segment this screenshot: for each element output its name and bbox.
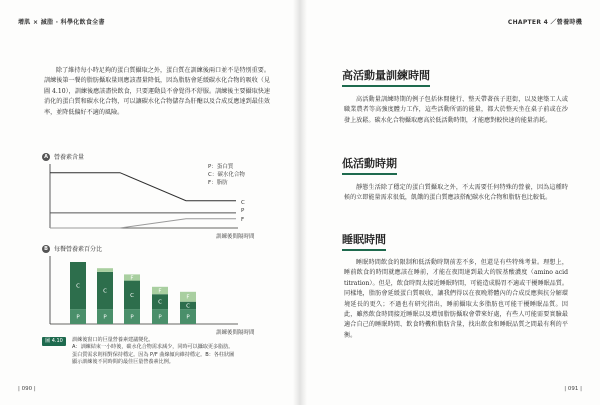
figure-b-label <box>42 244 102 253</box>
figure-b-bars <box>70 262 196 324</box>
intro-paragraph: 除了維持每小時足夠的蛋白質攝取之外，蛋白質在訓練後兩口並不是特別重要。訓練後第一餐的脂肪攝取量則應該盡量降低，因為脂肪會延緩碳水化合物的吸收（見圖 4.10），訓練後應該盡快飲食，只要運動員不會覺得不舒服。訓練後主要攝取快速消化的蛋白質和碳水化合物，可以讓碳水化合物儲存為肝醣以及合成反應達到最佳效率，並降低偏好不適的風險。 <box>44 67 270 116</box>
section-text-sleep: 睡眠時間飲食的限制和低活動時期前差不多，但還是有些特殊考量。理想上，睡前飲食的時間就應該在睡前，才能在夜間達到最大的胺基酸濃度（amino acid titration）。但是，飲食時間太接近睡眠時間，可能造成腸胃不適或干擾睡眠品質。同樣地，脂肪會延緩蛋白質吸收，讓我們得以在夜晚將體內的合成反應與抗分解環境延長的更久；不過也有研究指出，睡前攝取太多脂肪也可能干擾睡眠品質。因此，雖然飲食時間接近睡眠以及增加脂肪攝取會帶來好處，有些人可能需要實驗最適合自己的睡眠時間、飲食時機和脂肪含量，找出飲食和睡眠品質之間最有利的平衡。 <box>344 259 568 339</box>
section-heading-low-activity <box>342 155 397 171</box>
bar-segment-label: C <box>76 283 80 290</box>
bar-segment-label: F <box>158 288 162 295</box>
section-heading-text: 睡眠時間 <box>342 233 386 246</box>
section-heading-text: 低活動時期 <box>342 157 397 170</box>
heading-underline <box>342 85 430 87</box>
heading-underline <box>342 249 386 251</box>
bar-segment-label: F <box>186 294 190 301</box>
figure-caption <box>72 337 277 367</box>
folio-left: | 090 | <box>18 386 36 392</box>
caption-line: 顯示訓練後不同時間的最佳巨量營養素比例。 <box>72 359 174 366</box>
figure-a-badge: A <box>42 153 50 161</box>
figure-b-xlabel: 訓練後間隔時間 <box>216 330 255 336</box>
legend-f: F：脂肪 <box>208 180 228 186</box>
series-p-label: P <box>241 208 245 214</box>
legend-c: C：碳水化合物 <box>208 172 245 178</box>
bar-segment-label: P <box>130 314 134 321</box>
bar-segment-f <box>97 268 113 272</box>
figure-b-badge: B <box>42 245 50 253</box>
right-page <box>300 0 600 405</box>
caption-line: A：訓練結束一小時後，碳水化合物需求減少，同時可以攝取更多脂肪。 <box>72 344 234 351</box>
running-head-left: 增肌 × 減脂 · 科學化飲食全書 <box>18 19 105 26</box>
bar-segment-label: P <box>103 314 107 321</box>
series-f-line <box>50 219 236 228</box>
figure-b-title: 每餐營養素百分比 <box>54 246 103 253</box>
bar-segment-label: C <box>158 299 162 306</box>
caption-line: 蛋白質需求則相對保持穩定。因為 P/F 曲線傾向維持穩定。B：各柱狀圖 <box>72 351 235 358</box>
folio-right: | 091 | <box>564 386 582 392</box>
bar-segment-label: P <box>158 314 162 321</box>
running-head-right: CHAPTER 4 ／營養時機 <box>507 19 582 26</box>
section-heading-high-activity <box>342 67 430 83</box>
legend-p: P：蛋白質 <box>208 164 234 170</box>
bar-segment-label: P <box>186 314 190 321</box>
heading-underline <box>342 173 397 175</box>
figure-caption-tag: 圖 4.10 <box>42 337 66 346</box>
section-heading-text: 高活動量訓練時間 <box>342 69 430 82</box>
section-text-high-activity: 高活動量訓練時期的例子包括休閒健行、整天帶著孩子逛街，以及建築工人或職業農者等高強度體力工作，這些活動所需的能量，都大於整天坐在桌子前或在沙發上放鬆。碳水化合物攝取應高於低活動時期，才能應對較快速的能量消耗。 <box>344 96 568 124</box>
figure-a-title: 營養素含量 <box>54 154 85 161</box>
book-gutter <box>293 0 307 405</box>
bar-segment-label: P <box>76 314 80 321</box>
section-heading-sleep <box>342 231 386 247</box>
section-text-low-activity: 靜態生活除了穩定的蛋白質攝取之外，不太需要任何特殊的營養，因為這種時候的立即能量需求很低，飢餓的蛋白質應該搭配碳水化合物和脂肪也比較低。 <box>344 184 568 202</box>
bar-segment-label: C <box>186 303 190 310</box>
caption-line: 訓練後窗口的巨量營養素建議變化。 <box>72 337 154 343</box>
bar-segment-label: C <box>103 288 107 295</box>
figure-a-xlabel: 訓練後間隔時間 <box>216 234 255 240</box>
bar-segment-label: F <box>130 275 134 282</box>
series-f-label: F <box>241 217 245 223</box>
series-c-label: C <box>241 200 245 206</box>
bar-segment-label: C <box>130 292 134 299</box>
